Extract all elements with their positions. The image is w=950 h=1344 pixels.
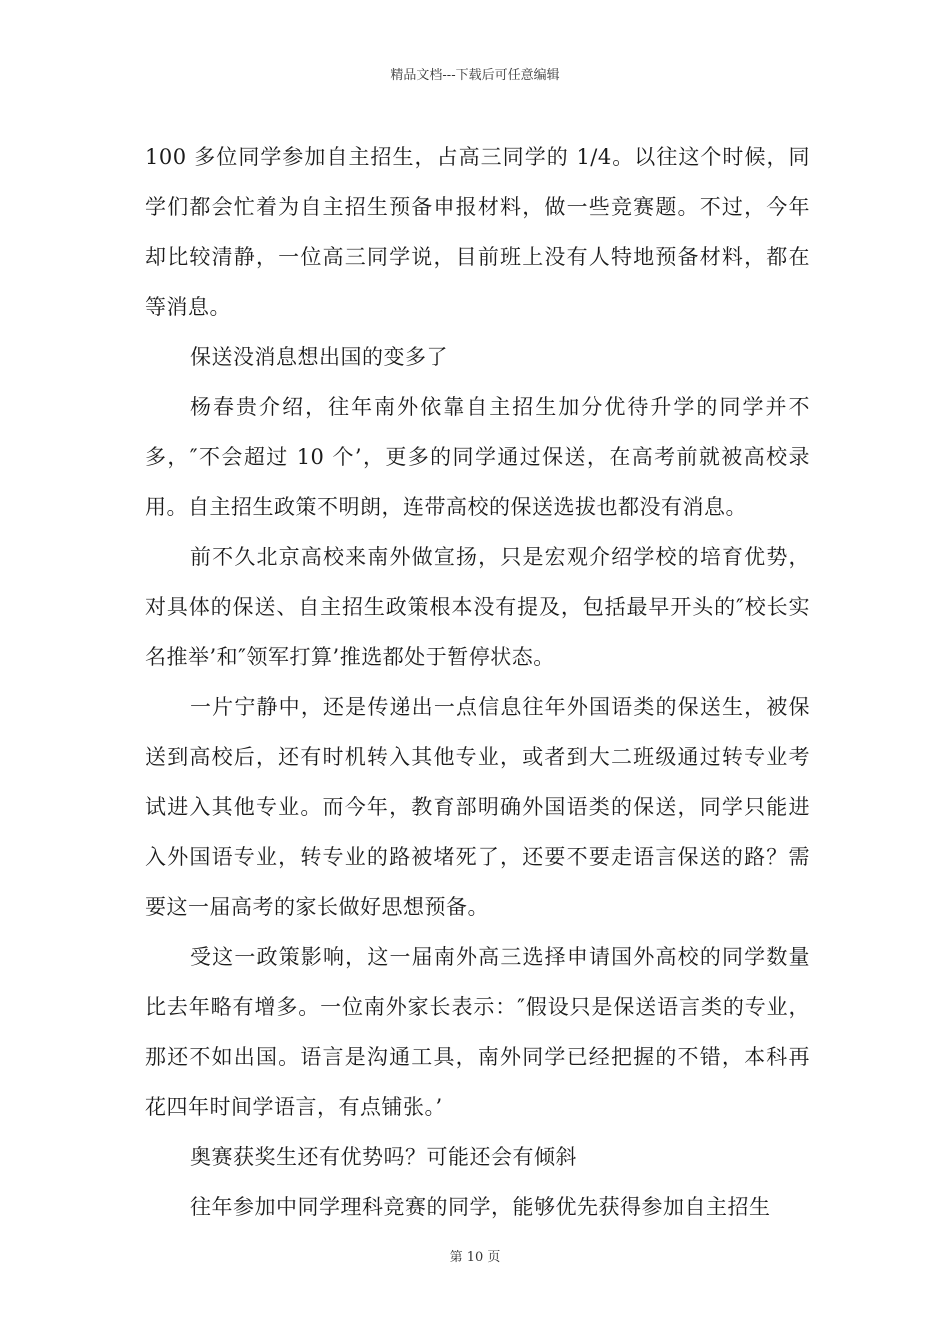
paragraph-6: 往年参加中同学理科竞赛的同学，能够优先获得参加自主招生 (190, 1195, 771, 1219)
section-heading-aosai: 奥赛获奖生还有优势吗？可能还会有倾斜 (190, 1145, 577, 1169)
page-number: 第 10 页 (449, 1250, 501, 1265)
section-heading-baosong: 保送没消息想出国的变多了 (190, 345, 448, 369)
document-body (145, 132, 810, 1232)
page-header: 精品文档---下载后可任意编辑 (390, 68, 560, 83)
paragraph-3: 前不久北京高校来南外做宣扬，只是宏观介绍学校的培育优势，对具体的保送、自主招生政策根本没有提及，包括最早开头的″校长实名推举’和″领军打算’推选都处于暂停状态。 (145, 545, 810, 669)
paragraph-1: 100 多位同学参加自主招生，占高三同学的 1/4。以往这个时候，同学们都会忙着为自主招生预备申报材料，做一些竞赛题。不过，今年却比较清静，一位高三同学说，目前班上没有人特地预备材料，都在等消息。 (145, 145, 810, 319)
paragraph-2: 杨春贵介绍，往年南外依靠自主招生加分优待升学的同学并不多，″不会超过 10 个’，更多的同学通过保送，在高考前就被高校录用。自主招生政策不明朗，连带高校的保送选拔也都没有消息。 (145, 395, 810, 519)
paragraph-4: 一片宁静中，还是传递出一点信息往年外国语类的保送生，被保送到高校后，还有时机转入其他专业，或者到大二班级通过转专业考试进入其他专业。而今年，教育部明确外国语类的保送，同学只能进入外国语专业，转专业的路被堵死了，还要不要走语言保送的路？需要这一届高考的家长做好思想预备。 (145, 695, 810, 919)
paragraph-5: 受这一政策影响，这一届南外高三选择申请国外高校的同学数量比去年略有增多。一位南外家长表示：″假设只是保送语言类的专业，那还不如出国。语言是沟通工具，南外同学已经把握的不错，本科再花四年时间学语言，有点铺张。’ (145, 945, 810, 1119)
